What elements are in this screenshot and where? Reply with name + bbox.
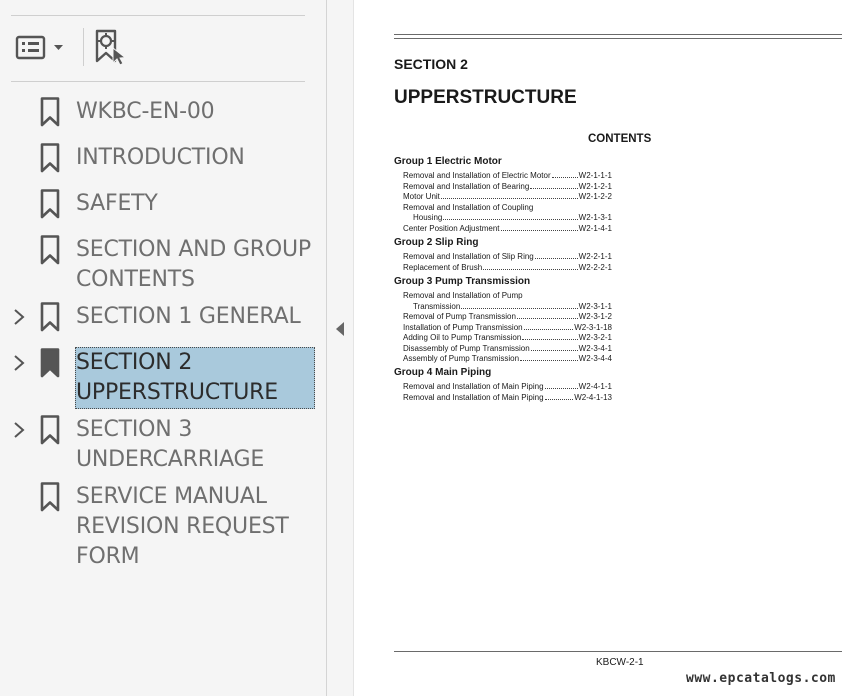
- toc-group-heading: Group 4 Main Piping: [394, 367, 492, 378]
- toc-entry-title: Center Position Adjustment: [403, 223, 500, 233]
- toc-entry[interactable]: [413, 211, 612, 222]
- toc-entry-title: Removal and Installation of Pump: [403, 291, 523, 300]
- toc-entry[interactable]: [403, 222, 612, 233]
- bookmark-label: SECTION 1 GENERAL: [76, 304, 301, 329]
- bookmark-search-icon: [92, 28, 128, 66]
- bookmarks-panel: [0, 0, 326, 696]
- bookmark-label: SECTION 3 UNDERCARRIAGE: [76, 417, 265, 472]
- section-number: SECTION 2: [394, 56, 468, 72]
- bookmark-icon: [40, 189, 60, 219]
- toc-entry-title: Removal and Installation of Slip Ring: [403, 252, 534, 261]
- bookmark-label: WKBC-EN-00: [76, 99, 215, 124]
- header-rule: [394, 38, 842, 39]
- toc-entry[interactable]: [403, 289, 583, 300]
- dot-leader: [545, 387, 578, 389]
- toc-entry-title: Assembly of Pump Transmission: [403, 354, 520, 363]
- bookmark-label: SECTION AND GROUP CONTENTS: [76, 237, 311, 292]
- collapse-arrow-icon[interactable]: [333, 320, 347, 338]
- expand-toggle[interactable]: [10, 354, 28, 372]
- dot-leader: [530, 187, 577, 189]
- toc-page-ref: W2-1-2-1: [578, 181, 612, 191]
- bookmark-icon: [40, 235, 60, 265]
- divider: [11, 81, 305, 82]
- toc-entry[interactable]: [403, 180, 612, 191]
- page-footer: KBCW-2-1: [596, 657, 644, 668]
- dot-leader: [443, 218, 577, 220]
- toc-entry-title: Removal and Installation of Main Piping: [403, 382, 544, 391]
- toc-entry-title: Transmission: [413, 301, 461, 311]
- toc-entry-title: Removal and Installation of Main Piping: [403, 392, 544, 402]
- dot-leader: [520, 359, 578, 361]
- collapse-panel-strip[interactable]: [327, 0, 353, 696]
- toc-entry[interactable]: [403, 321, 612, 332]
- toc-entry[interactable]: [403, 190, 612, 201]
- toc-entry[interactable]: [403, 201, 583, 212]
- toc-entry[interactable]: [403, 352, 612, 363]
- toc-entry-title: Removal and Installation of Coupling: [403, 202, 534, 212]
- toc-entry-title: Replacement of Brush: [403, 262, 483, 272]
- bookmark-icon: [40, 415, 60, 445]
- toc-entry[interactable]: [403, 331, 612, 342]
- dot-leader: [517, 317, 578, 319]
- bookmark-label: SECTION 2 UPPERSTRUCTURE: [75, 347, 315, 409]
- bookmark-icon: [40, 143, 60, 173]
- toc-entry[interactable]: [403, 250, 612, 261]
- divider: [11, 15, 305, 16]
- toc-page-ref: W2-3-4-1: [578, 343, 612, 353]
- chevron-right-icon: [13, 308, 25, 326]
- contents-heading: CONTENTS: [588, 133, 652, 145]
- toc-page-ref: W2-3-4-4: [578, 354, 612, 363]
- toc-group-heading: Group 2 Slip Ring: [394, 237, 479, 248]
- bookmark-label: SAFETY: [76, 191, 158, 216]
- chevron-right-icon: [13, 354, 25, 372]
- toc-entry[interactable]: [403, 391, 612, 402]
- toc-page-ref: W2-3-1-18: [574, 322, 612, 332]
- toc-page-ref: W2-3-1-1: [578, 301, 612, 311]
- bookmark-label: INTRODUCTION: [76, 145, 245, 170]
- dot-leader: [501, 229, 578, 231]
- toolbar-separator: [83, 28, 84, 66]
- expand-toggle[interactable]: [10, 308, 28, 326]
- dot-leader: [483, 268, 578, 270]
- toc-page-ref: W2-2-1-1: [578, 252, 612, 261]
- footer-rule: [394, 651, 842, 652]
- toc-entry[interactable]: [403, 169, 612, 180]
- toc-entry[interactable]: [403, 310, 612, 321]
- bookmark-icon: [40, 302, 60, 332]
- dot-leader: [441, 197, 578, 199]
- toc-page-ref: W2-1-2-2: [578, 192, 612, 201]
- toc-entry[interactable]: [403, 261, 612, 272]
- toc-entry-title: Housing: [413, 213, 443, 222]
- toc-page-ref: W2-1-1-1: [578, 171, 612, 180]
- header-rule: [394, 34, 842, 35]
- toc-entry[interactable]: [413, 300, 612, 311]
- toc-page-ref: W2-1-3-1: [578, 213, 612, 222]
- toc-entry[interactable]: [403, 380, 612, 391]
- chevron-right-icon: [13, 421, 25, 439]
- dot-leader: [552, 176, 578, 178]
- bookmark-label: SERVICE MANUAL REVISION REQUEST FORM: [76, 484, 289, 569]
- toc-page-ref: W2-2-2-1: [578, 262, 612, 272]
- expand-toggle[interactable]: [10, 421, 28, 439]
- section-title: UPPERSTRUCTURE: [394, 87, 577, 108]
- dot-leader: [522, 338, 577, 340]
- toc-page-ref: W2-3-1-2: [578, 312, 612, 321]
- toc-entry-title: Removal of Pump Transmission: [403, 312, 516, 321]
- dot-leader: [524, 328, 574, 330]
- toc-page-ref: W2-4-1-1: [578, 382, 612, 391]
- toc-entry-title: Removal and Installation of Electric Motor: [403, 171, 551, 180]
- options-menu-button[interactable]: [14, 32, 68, 64]
- bookmark-icon: [40, 97, 60, 127]
- toc-entry-title: Disassembly of Pump Transmission: [403, 343, 530, 353]
- list-options-icon: [14, 32, 68, 64]
- find-bookmark-button[interactable]: [92, 28, 128, 66]
- dot-leader: [531, 349, 578, 351]
- dot-leader: [545, 398, 574, 400]
- toc-entry-title: Installation of Pump Transmission: [403, 322, 523, 332]
- toc-entry-title: Adding Oil to Pump Transmission: [403, 333, 522, 342]
- dot-leader: [461, 307, 577, 309]
- dot-leader: [535, 257, 578, 259]
- toc-entry-title: Removal and Installation of Bearing: [403, 181, 530, 191]
- toc-page-ref: W2-4-1-13: [574, 392, 612, 402]
- toc-entry[interactable]: [403, 342, 612, 353]
- toc-page-ref: W2-3-2-1: [578, 333, 612, 342]
- toc-entry-title: Motor Unit: [403, 192, 440, 201]
- bookmark-filled-icon: [40, 348, 60, 378]
- watermark-text: www.epcatalogs.com: [686, 671, 836, 686]
- toc-group-heading: Group 1 Electric Motor: [394, 156, 502, 167]
- toc-page-ref: W2-1-4-1: [578, 223, 612, 233]
- bookmark-icon: [40, 482, 60, 512]
- toc-group-heading: Group 3 Pump Transmission: [394, 276, 531, 287]
